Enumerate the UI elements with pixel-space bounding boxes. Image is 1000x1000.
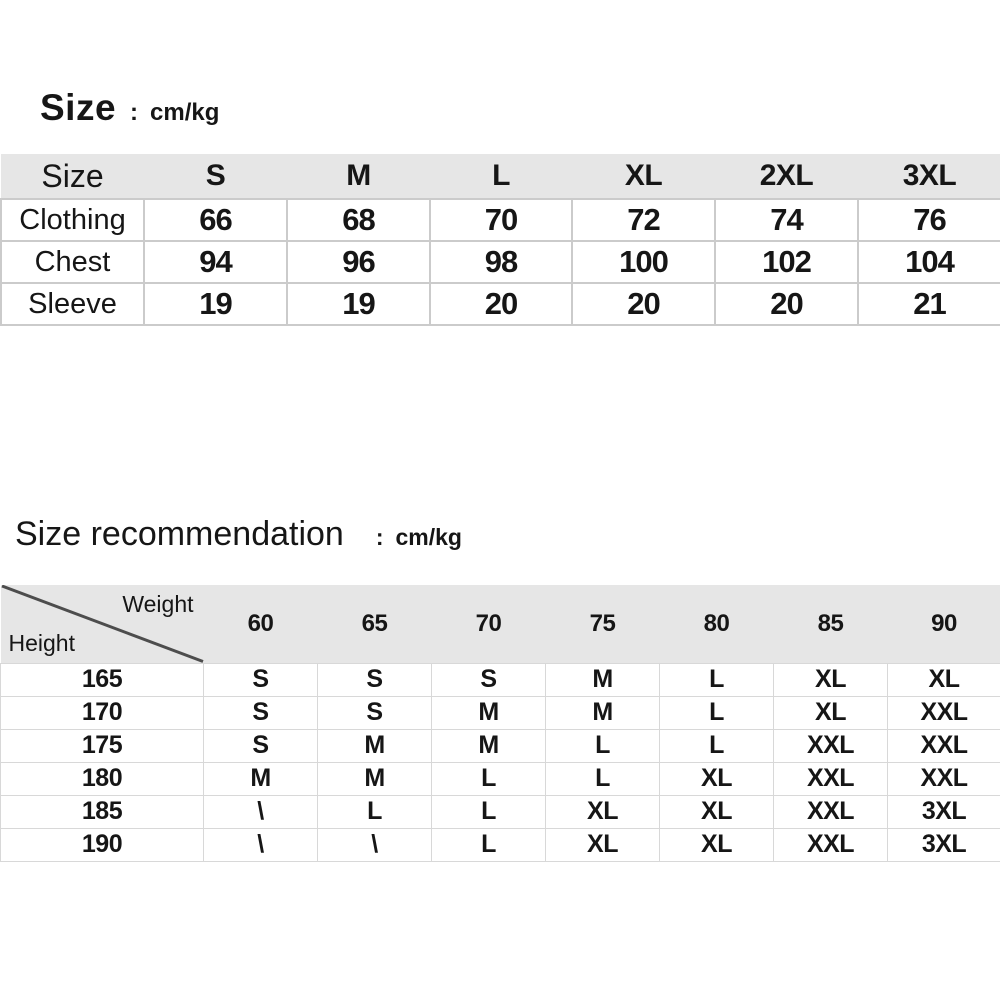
size-cell: 70 <box>430 199 572 241</box>
recommendation-cell: M <box>432 696 546 729</box>
size-recommendation-table <box>0 585 1000 862</box>
weight-col-header-60: 60 <box>204 585 318 663</box>
size-cell: 98 <box>430 241 572 283</box>
recommendation-cell: M <box>546 663 660 696</box>
size-cell: 94 <box>144 241 287 283</box>
recommendation-cell: XL <box>888 663 1000 696</box>
row-label-clothing: Clothing <box>1 199 144 241</box>
size-col-header-m: M <box>287 154 430 199</box>
table-row-height-175 <box>1 729 1000 762</box>
table-row-height-180 <box>1 762 1000 795</box>
recommendation-cell: XXL <box>888 762 1000 795</box>
recommendation-cell: M <box>318 729 432 762</box>
height-row-label: 185 <box>1 795 204 828</box>
recommendation-cell: XL <box>660 795 774 828</box>
height-row-label: 165 <box>1 663 204 696</box>
recommendation-header-row <box>1 585 1000 663</box>
weight-label: Weight <box>122 591 194 617</box>
recommendation-cell: L <box>660 663 774 696</box>
weight-col-header-75: 75 <box>546 585 660 663</box>
size-col-header-xl: XL <box>572 154 715 199</box>
recommendation-section-title <box>15 517 462 551</box>
row-label-sleeve: Sleeve <box>1 283 144 325</box>
size-title-label: Size <box>40 87 117 128</box>
recommendation-cell: M <box>204 762 318 795</box>
recommendation-title-label: Size recommendation <box>15 515 344 553</box>
size-cell: 76 <box>858 199 1000 241</box>
size-col-header-s: S <box>144 154 287 199</box>
size-cell: 74 <box>715 199 858 241</box>
recommendation-cell: L <box>546 762 660 795</box>
size-table-header-row <box>1 154 1000 199</box>
row-label-chest: Chest <box>1 241 144 283</box>
table-row-chest <box>1 241 1000 283</box>
recommendation-cell: XL <box>660 828 774 861</box>
size-cell: 19 <box>287 283 430 325</box>
recommendation-cell: XXL <box>888 729 1000 762</box>
size-col-header-3xl: 3XL <box>858 154 1000 199</box>
table-row-clothing <box>1 199 1000 241</box>
table-row-height-165 <box>1 663 1000 696</box>
size-cell: 19 <box>144 283 287 325</box>
recommendation-cell: XL <box>774 696 888 729</box>
weight-col-header-70: 70 <box>432 585 546 663</box>
height-row-label: 170 <box>1 696 204 729</box>
recommendation-cell: XXL <box>774 828 888 861</box>
recommendation-cell: XL <box>660 762 774 795</box>
recommendation-cell: M <box>318 762 432 795</box>
size-cell: 104 <box>858 241 1000 283</box>
recommendation-cell: L <box>318 795 432 828</box>
recommendation-cell: L <box>432 828 546 861</box>
size-col-header-2xl: 2XL <box>715 154 858 199</box>
weight-col-header-90: 90 <box>888 585 1000 663</box>
size-cell: 66 <box>144 199 287 241</box>
recommendation-cell: M <box>432 729 546 762</box>
weight-col-header-80: 80 <box>660 585 774 663</box>
table-row-height-190 <box>1 828 1000 861</box>
corner-cell <box>1 585 204 663</box>
recommendation-cell: 3XL <box>888 828 1000 861</box>
recommendation-title-separator: : <box>375 524 384 550</box>
recommendation-cell: 3XL <box>888 795 1000 828</box>
recommendation-cell: S <box>204 663 318 696</box>
recommendation-cell: M <box>546 696 660 729</box>
height-row-label: 190 <box>1 828 204 861</box>
size-col-header-size: Size <box>1 154 144 199</box>
recommendation-cell: \ <box>204 828 318 861</box>
size-cell: 20 <box>715 283 858 325</box>
recommendation-cell: S <box>318 696 432 729</box>
size-cell: 102 <box>715 241 858 283</box>
size-cell: 20 <box>430 283 572 325</box>
height-row-label: 180 <box>1 762 204 795</box>
height-row-label: 175 <box>1 729 204 762</box>
recommendation-cell: S <box>204 729 318 762</box>
recommendation-cell: XXL <box>774 795 888 828</box>
recommendation-cell: XXL <box>888 696 1000 729</box>
size-cell: 20 <box>572 283 715 325</box>
size-col-header-l: L <box>430 154 572 199</box>
size-title-separator: : <box>130 99 139 126</box>
recommendation-cell: XXL <box>774 762 888 795</box>
recommendation-cell: S <box>432 663 546 696</box>
recommendation-cell: XXL <box>774 729 888 762</box>
size-cell: 96 <box>287 241 430 283</box>
recommendation-cell: L <box>432 795 546 828</box>
size-measurement-table <box>0 154 1000 326</box>
height-label: Height <box>8 629 75 656</box>
recommendation-cell: S <box>204 696 318 729</box>
recommendation-cell: XL <box>546 795 660 828</box>
size-cell: 100 <box>572 241 715 283</box>
size-cell: 21 <box>858 283 1000 325</box>
weight-col-header-85: 85 <box>774 585 888 663</box>
size-cell: 72 <box>572 199 715 241</box>
recommendation-cell: XL <box>546 828 660 861</box>
table-row-height-185 <box>1 795 1000 828</box>
recommendation-cell: L <box>660 696 774 729</box>
recommendation-cell: S <box>318 663 432 696</box>
size-title-unit: cm/kg <box>150 99 220 126</box>
recommendation-title-unit: cm/kg <box>395 524 462 550</box>
weight-col-header-65: 65 <box>318 585 432 663</box>
size-section-title <box>40 89 219 126</box>
size-cell: 68 <box>287 199 430 241</box>
table-row-sleeve <box>1 283 1000 325</box>
table-row-height-170 <box>1 696 1000 729</box>
recommendation-cell: \ <box>318 828 432 861</box>
recommendation-cell: XL <box>774 663 888 696</box>
recommendation-cell: L <box>660 729 774 762</box>
recommendation-cell: L <box>432 762 546 795</box>
recommendation-cell: L <box>546 729 660 762</box>
recommendation-cell: \ <box>204 795 318 828</box>
